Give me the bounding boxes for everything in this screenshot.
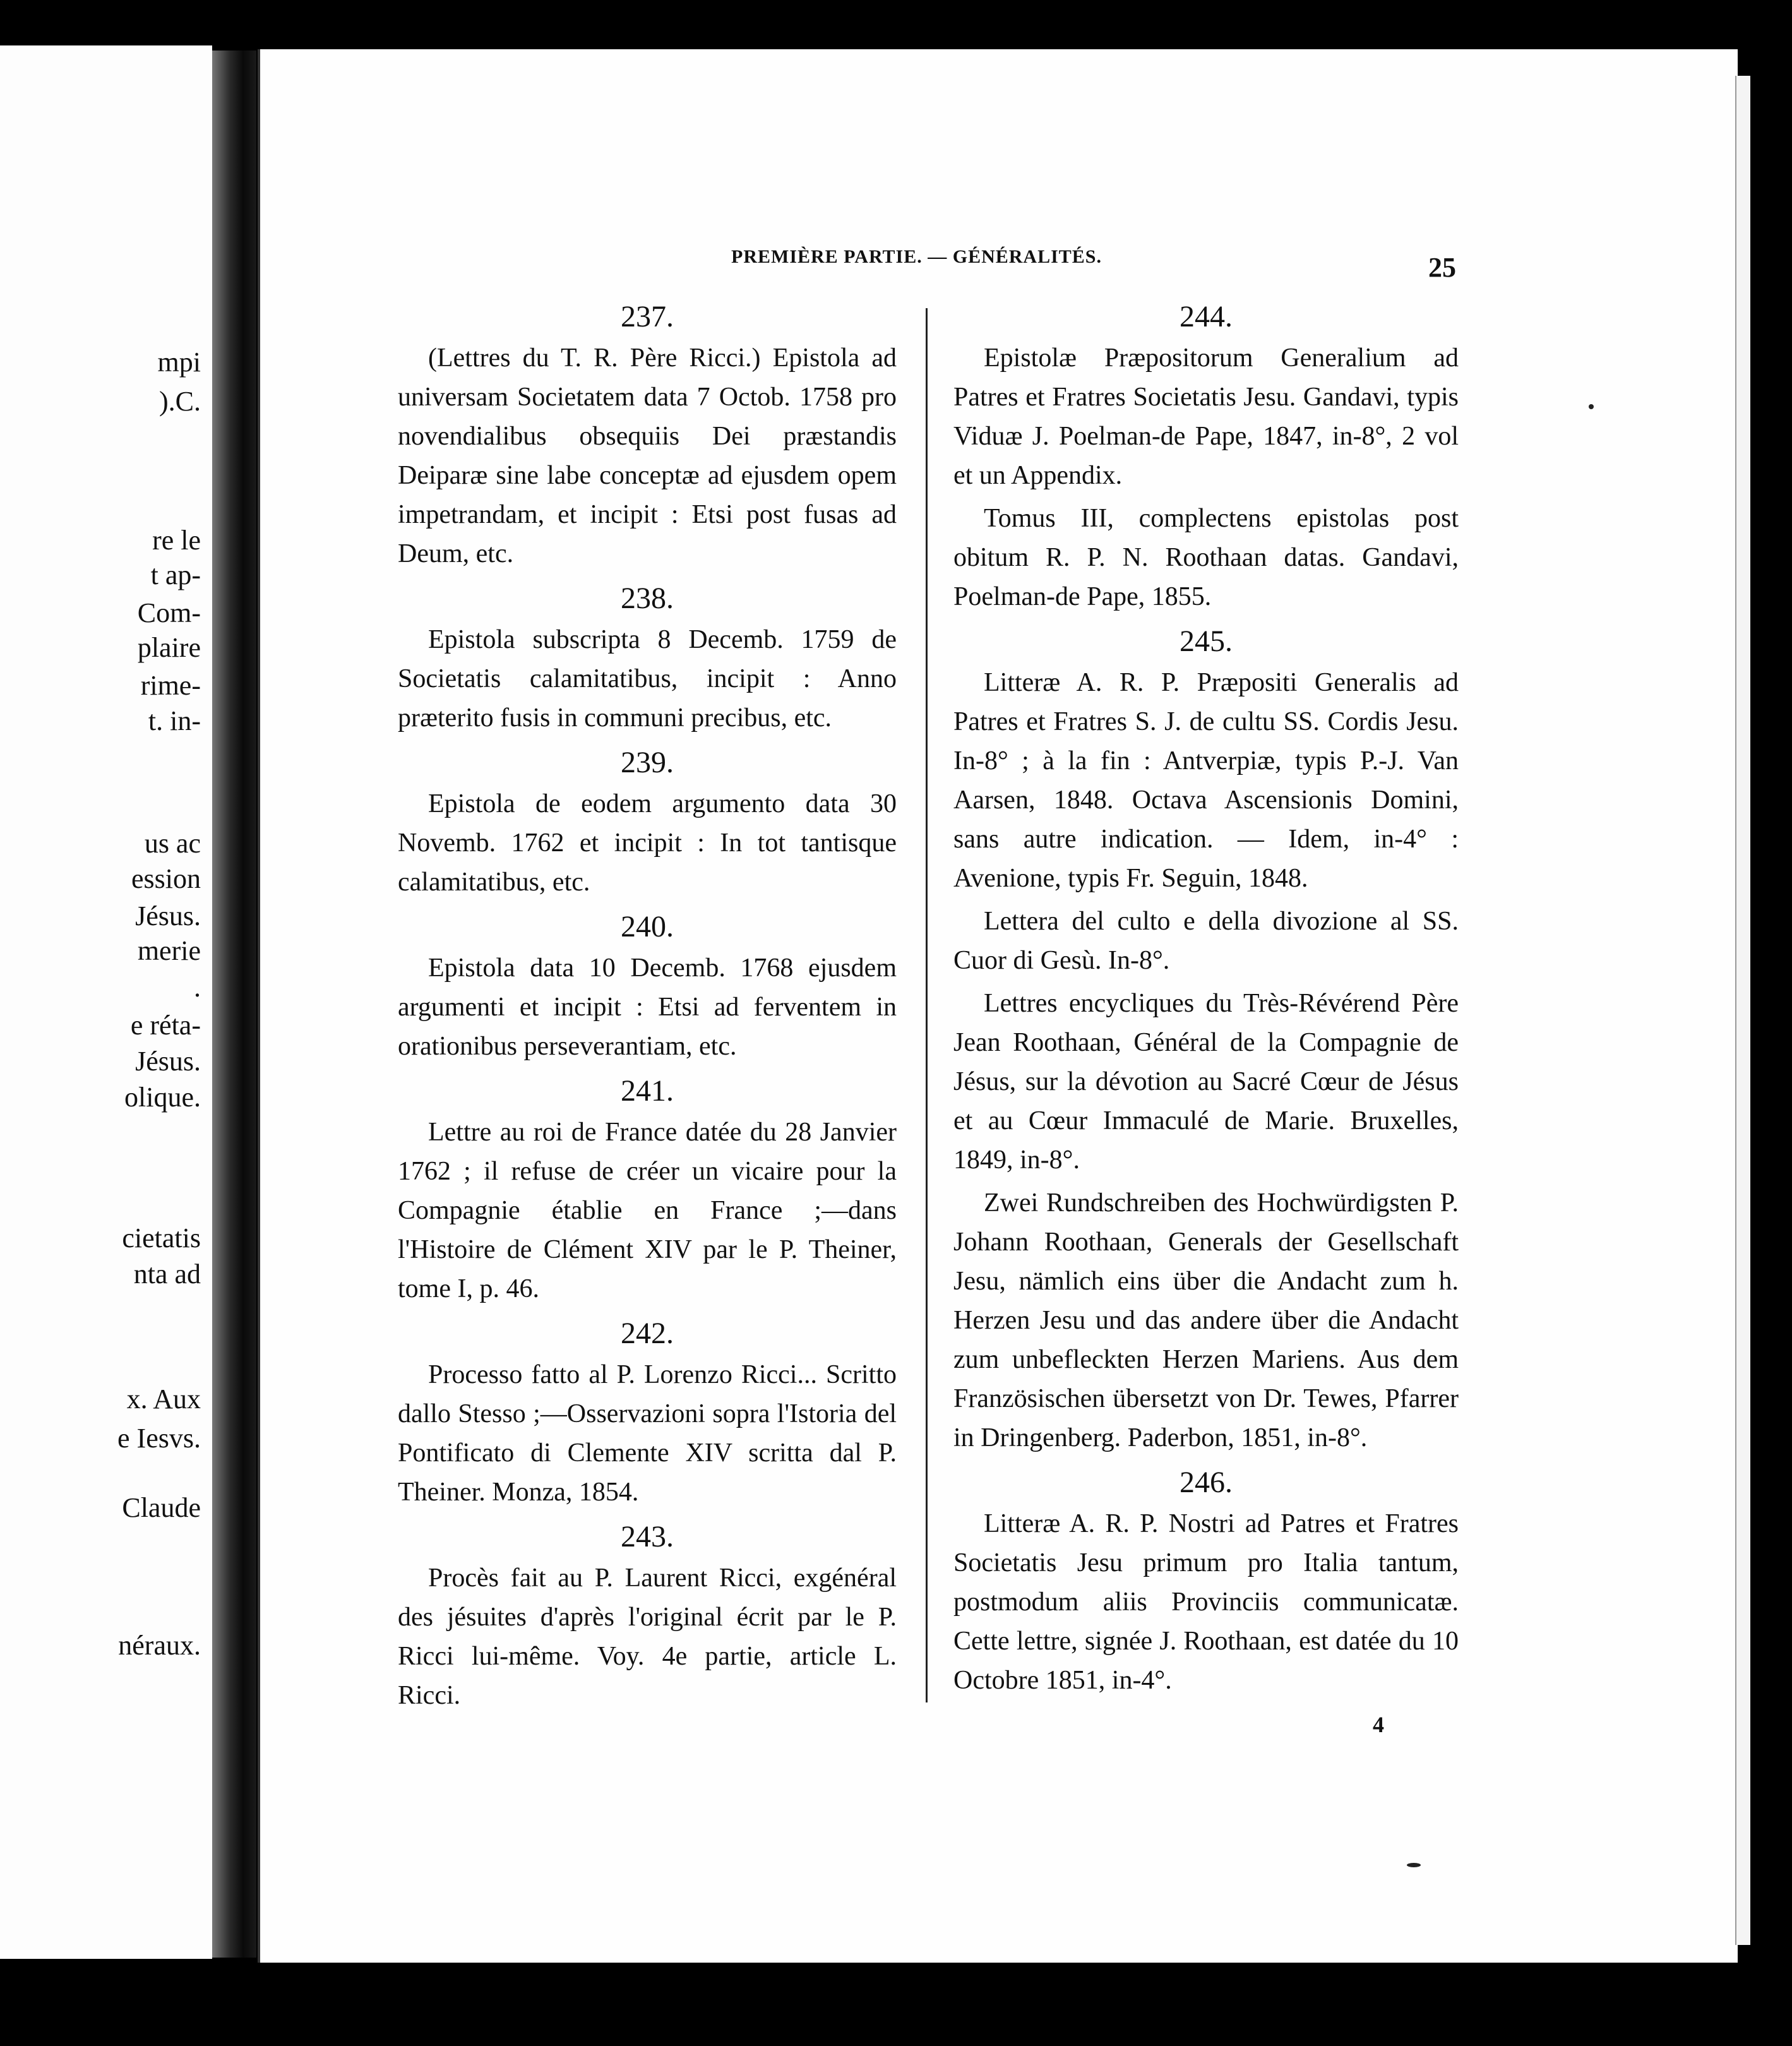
facing-page-text-fragment: e Iesvs.	[117, 1423, 201, 1454]
facing-page-text-fragment: ession	[131, 863, 201, 894]
facing-page-text-fragment: t. in-	[148, 705, 201, 736]
entry-paragraph: Epistola subscripta 8 Decemb. 1759 de Societatis calamitatibus, incipit : Anno præterito fusis in communi precibus, etc.	[398, 625, 897, 733]
left-column	[398, 296, 897, 1719]
entry-paragraph: Epistolæ Præpositorum Generalium ad Patres et Fratres Societatis Jesu. Gandavi, typis Viduæ J. Poelman-de Pape, 1847, in-8°, 2 vol et un Appendix.	[953, 344, 1459, 490]
facing-page-text-fragment: merie	[137, 935, 201, 966]
entry-paragraph: Procès fait au P. Laurent Ricci, exgénéral des jésuites d'après l'original écrit par le P. Ricci lui-même. Voy. 4e partie, article L. Ricci.	[398, 1564, 897, 1710]
column-rule	[926, 308, 928, 1702]
entry-number: 237.	[621, 300, 674, 333]
facing-page-text-fragment: plaire	[137, 632, 201, 663]
facing-page-text-fragment: Claude	[122, 1492, 201, 1523]
entry-number: 241.	[621, 1074, 674, 1108]
signature-mark: 4	[1373, 1712, 1384, 1737]
entry-paragraph: Litteræ A. R. P. Præpositi Generalis ad Patres et Fratres S. J. de cultu SS. Cordis Jesu. In-8° ; à la fin : Antverpiæ, typis P.-J. Van Aarsen, 1848. Octava Ascensionis Domini, sans autre indication. — Idem, in-4° : Avenione, typis Fr. Seguin, 1848.	[953, 668, 1459, 893]
entry-paragraph: Litteræ A. R. P. Nostri ad Patres et Fratres Societatis Jesu primum pro Italia tantum, postmodum aliis Provinciis communicatæ. Cette lettre, signée J. Roothaan, est datée du 10 Octobre 1851, in-4°.	[953, 1509, 1459, 1695]
facing-page-text-fragment: Jésus.	[135, 900, 201, 931]
facing-page-text-fragment: us ac	[144, 828, 201, 859]
facing-page-text-fragment: .	[194, 972, 201, 1003]
entry-paragraph: Tomus III, complectens epistolas post obitum R. P. N. Roothaan datas. Gandavi, Poelman-de Pape, 1855.	[953, 504, 1459, 611]
facing-page-text-fragment: Com-	[137, 597, 201, 628]
entry-number: 245.	[1180, 625, 1233, 658]
book-gutter	[212, 51, 256, 1958]
facing-page-text-fragment: re le	[152, 525, 201, 556]
facing-page-text-fragment: olique.	[124, 1082, 201, 1113]
running-head: PREMIÈRE PARTIE. — GÉNÉRALITÉS.	[731, 246, 1102, 267]
entry-paragraph: Epistola data 10 Decemb. 1768 ejusdem argumenti et incipit : Etsi ad ferventem in orationibus perseverantiam, etc.	[398, 954, 897, 1061]
entry-paragraph: Zwei Rundschreiben des Hochwürdigsten P. Johann Roothaan, Generals der Gesellschaft Jesu, nämlich eins über die Andacht zum h. Herzen Jesu und das andere über die Andacht zum unbefleckten Herzen Mariens. Aus dem Französischen übersetzt von Dr. Tewes, Pfarrer in Dringenberg. Paderbon, 1851, in-8°.	[953, 1188, 1459, 1452]
entry-paragraph: Processo fatto al P. Lorenzo Ricci... Scritto dallo Stesso ;—Osservazioni sopra l'Istoria del Pontificato di Clemente XIV scritta dal P. Theiner. Monza, 1854.	[398, 1360, 897, 1507]
facing-page-text-fragment: x. Aux	[126, 1384, 201, 1415]
facing-page-text-fragment: t ap-	[150, 559, 201, 590]
facing-page-text-fragment: rime-	[140, 670, 201, 701]
entry-number: 244.	[1180, 300, 1233, 333]
facing-page-text-fragment: nta ad	[133, 1259, 201, 1289]
entry-paragraph: (Lettres du T. R. Père Ricci.) Epistola ad universam Societatem data 7 Octob. 1758 pro novendialibus obsequiis Dei præstandis Deiparæ sine labe conceptæ ad ejusdem opem impetrandam, et incipit : Etsi post fusas ad Deum, etc.	[398, 344, 897, 568]
entry-paragraph: Lettres encycliques du Très-Révérend Père Jean Roothaan, Général de la Compagnie de Jésus, sur la dévotion au Sacré Cœur de Jésus et au Cœur Immaculé de Marie. Bruxelles, 1849, in-8°.	[953, 989, 1459, 1175]
page-edge	[1735, 76, 1750, 1945]
entry-paragraph: Epistola de eodem argumento data 30 Novemb. 1762 et incipit : In tot tantisque calamitatibus, etc.	[398, 789, 897, 897]
facing-page-text-fragment: mpi	[157, 347, 201, 378]
entry-number: 246.	[1180, 1466, 1233, 1499]
entry-number: 242.	[621, 1317, 674, 1350]
page-number: 25	[1428, 252, 1456, 283]
facing-page-fragment	[0, 45, 212, 1959]
entry-paragraph: Lettera del culto e della divozione al SS. Cuor di Gesù. In-8°.	[953, 907, 1459, 975]
facing-page-text-fragment: ).C.	[159, 386, 201, 417]
facing-page-text-fragment: e réta-	[130, 1010, 201, 1041]
entry-number: 240.	[621, 910, 674, 943]
speck-mark	[1589, 404, 1594, 409]
entry-paragraph: Lettre au roi de France datée du 28 Janvier 1762 ; il refuse de créer un vicaire pour la Compagnie établie en France ;—dans l'Histoire de Clément XIV par le P. Theiner, tome I, p. 46.	[398, 1118, 897, 1303]
facing-page-text-fragment: cietatis	[122, 1223, 201, 1253]
speck-mark	[1407, 1863, 1421, 1867]
facing-page-text-fragment: néraux.	[118, 1630, 201, 1661]
entry-number: 243.	[621, 1520, 674, 1553]
facing-page-text-fragment: Jésus.	[135, 1046, 201, 1077]
entry-number: 239.	[621, 746, 674, 779]
entry-number: 238.	[621, 582, 674, 615]
right-column	[953, 296, 1459, 1704]
